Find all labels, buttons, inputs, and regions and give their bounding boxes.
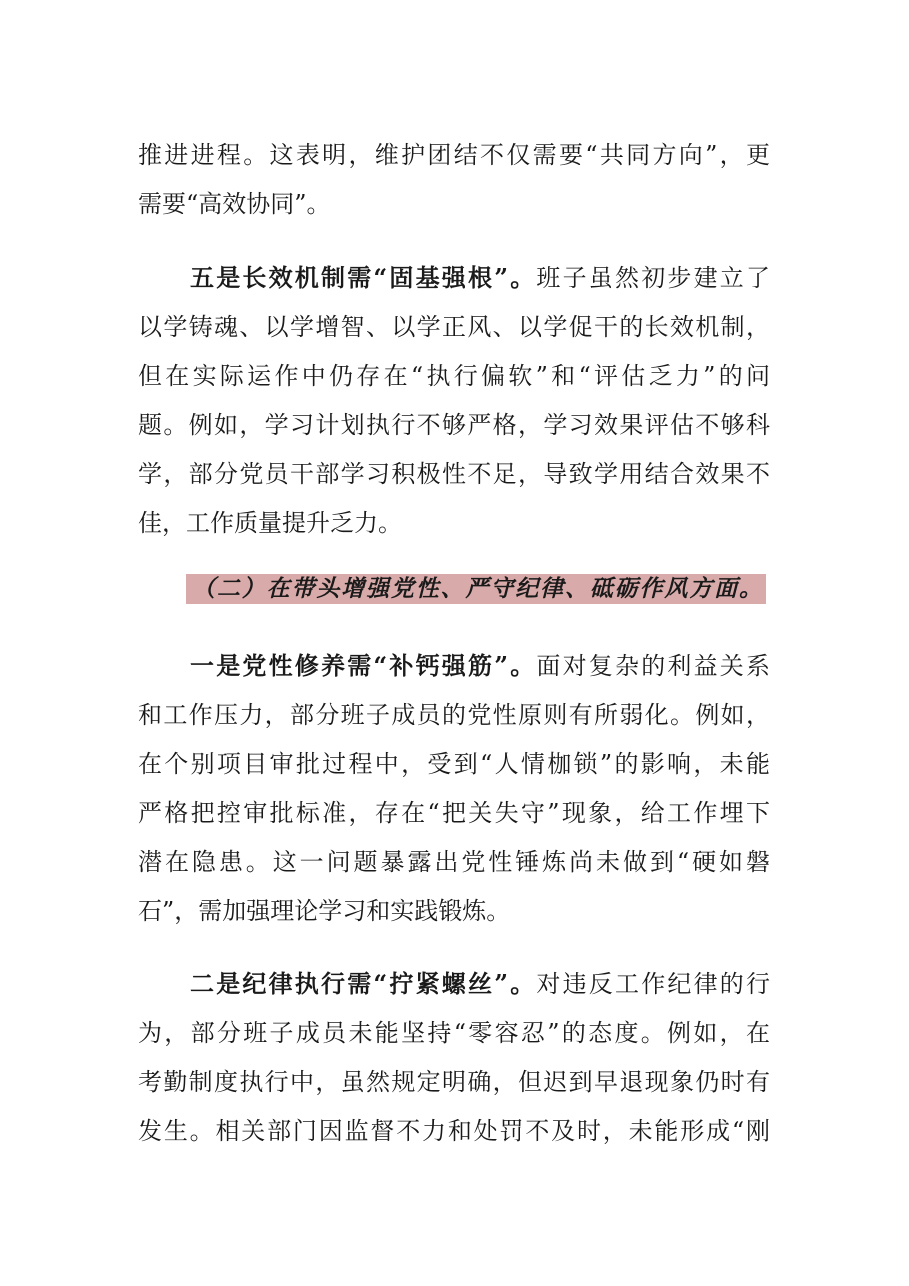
paragraph-text: 对违反工作纪律的行 [536,970,771,998]
paragraph-first-line [190,966,770,1002]
paragraph-line: 以学铸魂、以学增智、以学正风、以学促干的长效机制， [138,313,770,341]
paragraph-lead: 二是纪律执行需“拧紧螺丝”。 [190,969,537,998]
paragraph-line: 严格把控审批标准，存在“把关失守”现象，给工作埋下 [138,799,770,827]
section-heading: （二）在带头增强党性、严守纪律、砥砺作风方面。 [192,575,762,602]
paragraph-line: 为，部分班子成员未能坚持“零容忍”的态度。例如，在 [138,1019,770,1047]
paragraph-line: 石”，需加强理论学习和实践锻炼。 [138,897,511,925]
paragraph-line: 在个别项目审批过程中，受到“人情枷锁”的影响，未能 [138,750,770,778]
paragraph-line: 需要“高效协同”。 [138,190,331,218]
paragraph-first-line [190,648,770,684]
paragraph-line: 佳，工作质量提升乏力。 [138,509,402,537]
paragraph-line: 学，部分党员干部学习积极性不足，导致学用结合效果不 [138,460,770,488]
paragraph-lead: 一是党性修养需“补钙强筋”。 [190,651,537,680]
paragraph-line: 和工作压力，部分班子成员的党性原则有所弱化。例如， [138,701,770,729]
paragraph-line: 题。例如，学习计划执行不够严格，学习效果评估不够科 [138,411,770,439]
paragraph-text: 班子虽然初步建立了 [536,264,771,292]
paragraph-lead: 五是长效机制需“固基强根”。 [190,263,537,292]
paragraph-line: 潜在隐患。这一问题暴露出党性锤炼尚未做到“硬如磐 [138,848,770,876]
paragraph-line: 推进进程。这表明，维护团结不仅需要“共同方向”，更 [138,141,770,169]
paragraph-line: 考勤制度执行中，虽然规定明确，但迟到早退现象仍时有 [138,1068,770,1096]
paragraph-text: 面对复杂的利益关系 [536,652,771,680]
paragraph-line: 发生。相关部门因监督不力和处罚不及时，未能形成“刚 [138,1117,770,1145]
paragraph-first-line [190,260,770,296]
paragraph-line: 但在实际运作中仍存在“执行偏软”和“评估乏力”的问 [138,362,770,390]
